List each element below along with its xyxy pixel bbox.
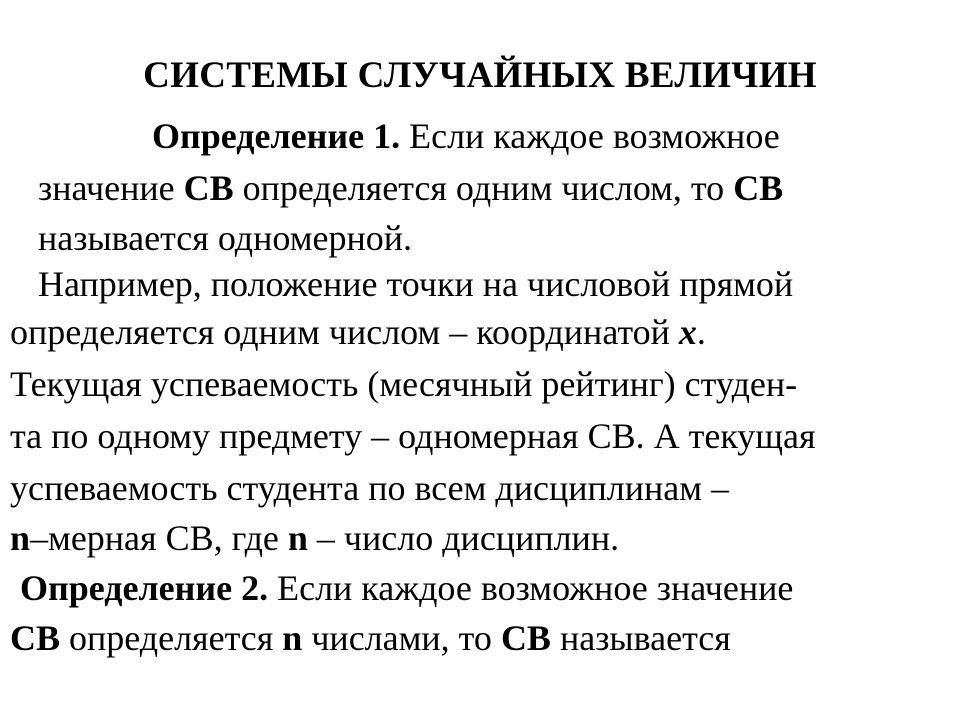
definition-2-label: Определение 2. [20, 568, 269, 608]
example-line-1: Например, положение точки на числовой прямой [38, 264, 794, 304]
definition-2-line-2 [10, 612, 731, 664]
definition-1-line-3: называется одномерной. [38, 218, 412, 258]
text-run: . [696, 312, 706, 352]
paragraph-line-4 [10, 512, 619, 564]
text-run: – число дисциплин. [307, 518, 620, 558]
paragraph-line-2: та по одному предмету – одномерная СВ. А текущая [10, 416, 816, 456]
variable-n: n [282, 618, 303, 658]
definition-1-line-2 [38, 162, 783, 214]
variable-n: n [287, 518, 308, 558]
abbr-cv: СВ [183, 168, 234, 208]
text-run: определяется одним числом, то [233, 168, 734, 208]
abbr-cv: СВ [733, 168, 784, 208]
variable-n: n [10, 518, 31, 558]
text-run: числами, то [302, 618, 501, 658]
example-line-2 [10, 306, 706, 358]
abbr-cv: СВ [500, 618, 551, 658]
paragraph-line-1: Текущая успеваемость (месячный рейтинг) студен- [10, 364, 798, 404]
text-run: Если каждое возможное [400, 116, 780, 156]
text-run: Если каждое возможное значение [268, 568, 794, 608]
paragraph-line-3: успеваемость студента по всем дисциплинам – [10, 468, 730, 508]
text-run: определяется одним числом – координатой [10, 312, 679, 352]
text-run: –мерная СВ, где [30, 518, 288, 558]
slide-title: СИСТЕМЫ СЛУЧАЙНЫХ ВЕЛИЧИН [143, 55, 817, 96]
abbr-cv: СВ [10, 618, 61, 658]
definition-1-label: Определение 1. [152, 116, 401, 156]
text-run: значение [38, 168, 184, 208]
definition-1-line-1 [152, 110, 780, 162]
definition-2-line-1 [20, 562, 793, 614]
text-run: называется [550, 618, 731, 658]
variable-x: x [678, 312, 697, 352]
text-run: определяется [60, 618, 283, 658]
